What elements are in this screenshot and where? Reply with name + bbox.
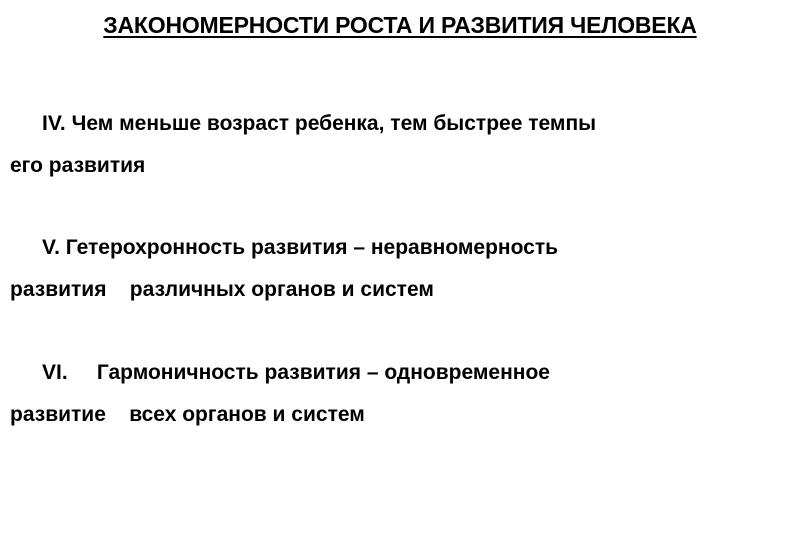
item-vi-line-2: развитие всех органов и систем <box>10 403 365 426</box>
item-v-line-1: V. Гетерохронность развития – неравномерность <box>42 236 559 259</box>
item-vi-line-1: VI. Гармоничность развития – одновременное <box>42 361 550 384</box>
item-iv-line-2: его развития <box>10 154 146 177</box>
item-iv-line-1: IV. Чем меньше возраст ребенка, тем быстрее темпы <box>42 112 597 135</box>
item-v-line-2: развития различных органов и систем <box>10 278 434 301</box>
slide-title: ЗАКОНОМЕРНОСТИ РОСТА И РАЗВИТИЯ ЧЕЛОВЕКА <box>103 12 697 38</box>
